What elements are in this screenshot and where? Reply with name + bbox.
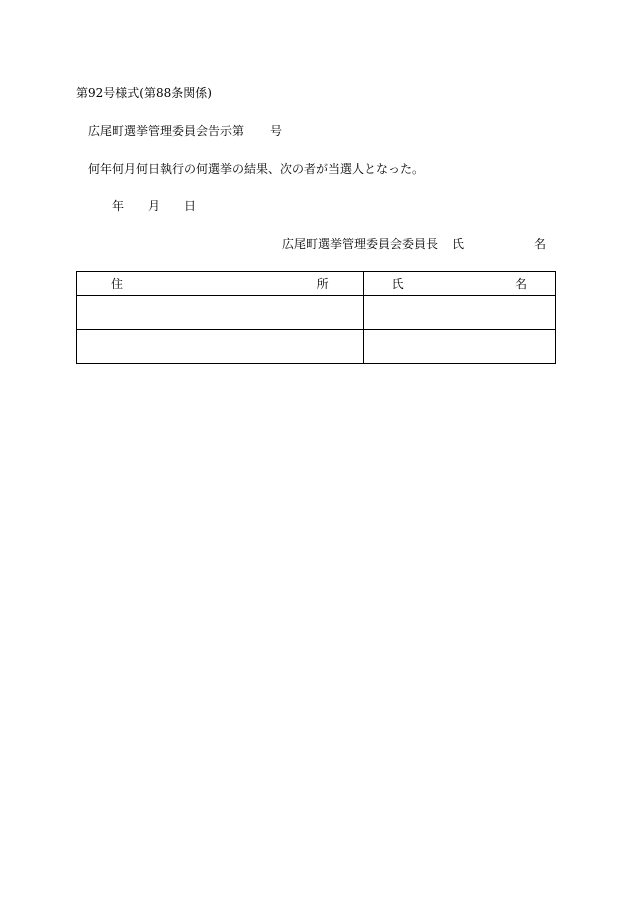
address-header bbox=[77, 272, 364, 296]
name-header-left: 氏 bbox=[391, 277, 404, 291]
table-row bbox=[77, 330, 556, 364]
signature-name-left: 氏 bbox=[452, 237, 465, 251]
body-text: 何年何月何日執行の何選挙の結果、次の者が当選人となった。 bbox=[88, 162, 425, 176]
notice-prefix: 広尾町選挙管理委員会告示第 bbox=[88, 124, 245, 138]
table-row bbox=[77, 296, 556, 330]
date-line bbox=[112, 199, 196, 213]
form-number: 第92号様式(第88条関係) bbox=[76, 86, 212, 100]
address-header-right: 所 bbox=[316, 277, 329, 291]
signature-line bbox=[282, 237, 546, 251]
date-year: 年 bbox=[112, 199, 125, 213]
signature-title: 広尾町選挙管理委員会委員長 bbox=[282, 237, 439, 251]
address-cell bbox=[77, 330, 364, 364]
notice-number bbox=[88, 124, 282, 138]
address-header-left: 住 bbox=[111, 277, 124, 291]
date-day: 日 bbox=[184, 199, 197, 213]
notice-suffix: 号 bbox=[270, 124, 283, 138]
name-header bbox=[363, 272, 555, 296]
address-cell bbox=[77, 296, 364, 330]
signature-name-right: 名 bbox=[534, 237, 547, 251]
date-month: 月 bbox=[148, 199, 161, 213]
name-cell bbox=[363, 296, 555, 330]
name-cell bbox=[363, 330, 555, 364]
table-header-row bbox=[77, 272, 556, 296]
name-header-right: 名 bbox=[514, 277, 527, 291]
winners-table bbox=[76, 271, 556, 364]
